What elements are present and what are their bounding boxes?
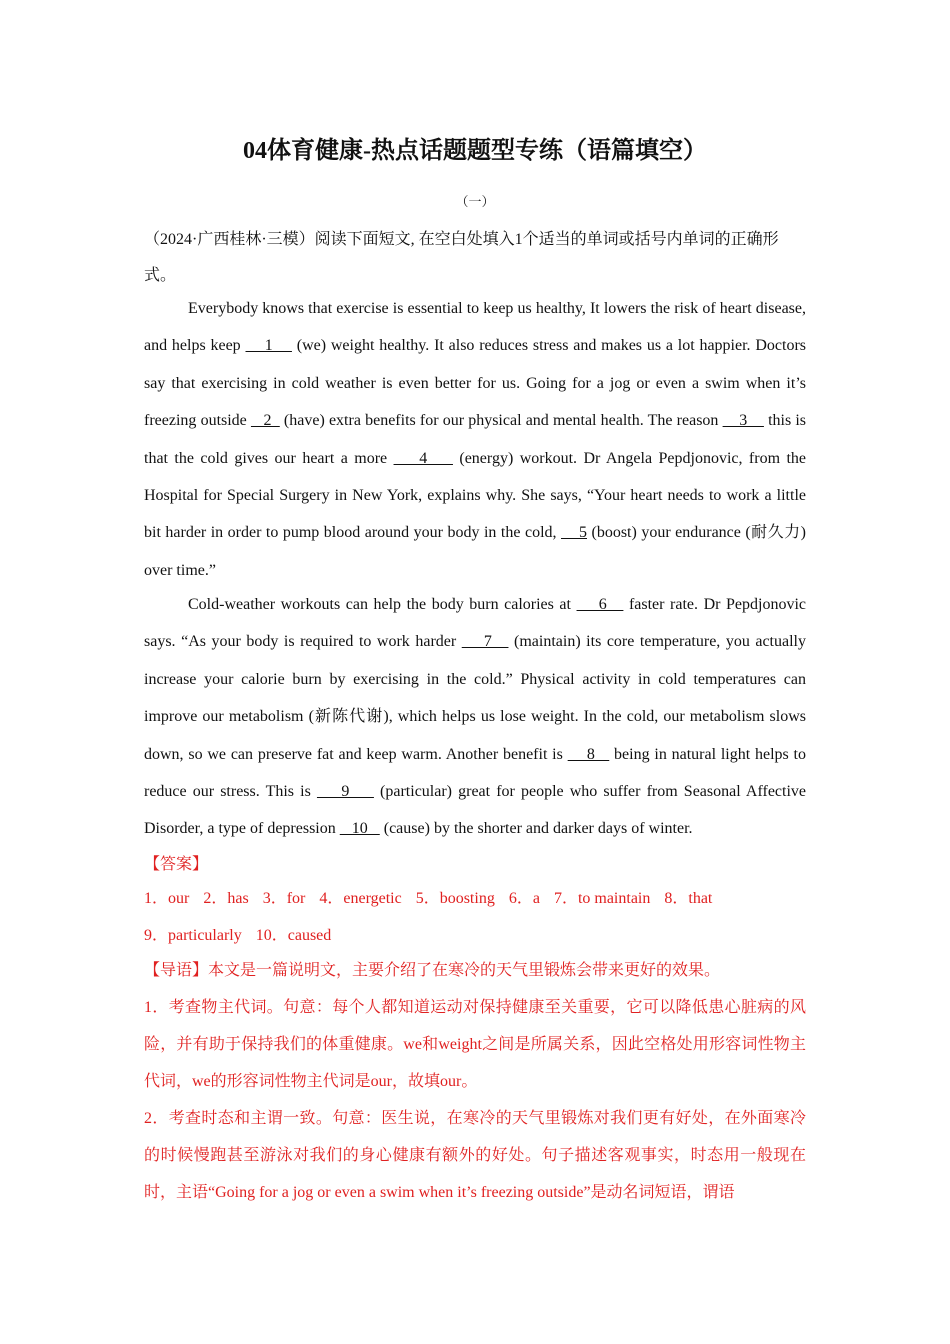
analysis-section	[144, 952, 806, 1211]
answer-item: 10．caused	[255, 927, 332, 944]
blank-2: 2	[250, 412, 280, 430]
answer-item: 1．our	[144, 890, 190, 907]
passage-text: (particular) great for people who suffer from Seasonal Affective Disorder, a type of depression	[144, 783, 807, 838]
passage-text: (energy) workout. Dr Angela Pepdjonovic, from the Hospital for Special Surgery in New York, explains why. She says, “Your heart needs to work a little bit harder in order to pump blood around your body in the cold,	[144, 449, 807, 542]
guide-text: 【导语】本文是一篇说明文，主要介绍了在寒冷的天气里锻炼会带来更好的效果。	[144, 962, 721, 979]
answer-item: 3．for	[262, 890, 306, 907]
blank-10: 10	[339, 820, 380, 838]
blank-8: 8	[567, 745, 610, 763]
passage-text: (boost) your endurance (耐久力) over time.”	[144, 524, 806, 579]
answer-item: 8．that	[664, 890, 713, 907]
blank-9: 9	[316, 783, 374, 801]
answer-item: 5．boosting	[415, 890, 495, 907]
passage-text: faster rate. Dr Pepdjonovic says. “As your body is required to work harder	[144, 596, 806, 651]
answer-label: 【答案】	[144, 856, 209, 873]
blank-7: 7	[461, 633, 509, 651]
answer-item: 6．a	[508, 890, 540, 907]
instruction-text: （2024·广西桂林·三模）阅读下面短文, 在空白处填入1个适当的单词或括号内单词的正确形式。	[144, 231, 779, 284]
answer-item: 9．particularly	[144, 927, 242, 944]
answer-list	[144, 880, 806, 954]
passage-text: this is that the cold gives our heart a more	[144, 412, 807, 467]
answer-item: 2．has	[203, 890, 249, 907]
answer-item: 4．energetic	[319, 890, 402, 907]
answer-item: 7．to maintain	[553, 890, 651, 907]
page-title: 04体育健康-热点话题题型专练（语篇填空）	[243, 138, 707, 164]
passage-text: (have) extra benefits for our physical and mental health. The reason	[279, 412, 723, 430]
passage-text: being in natural light helps to reduce our stress. This is	[144, 745, 807, 801]
passage-text: Everybody knows that exercise is essential to keep us healthy, It lowers the risk of heart disease, and helps keep	[144, 300, 806, 355]
blank-5: 5	[561, 524, 587, 542]
analysis-item-2: 2．考查时态和主谓一致。句意：医生说，在寒冷的天气里锻炼对我们更有好处，在外面寒冷的时候慢跑甚至游泳对我们的身心健康有额外的好处。句子描述客观事实，时态用一般现在时，主语“Going for a jog or even a swim when it’s freezing outside”是动名词短语，谓语	[144, 1110, 806, 1201]
passage-text: (we) weight healthy. It also reduces stress and makes us a lot happier. Doctors say that exercising in cold weather is even better for us. Going for a jog or even a swim when it’s freezing outside	[144, 337, 807, 430]
passage-text: (cause) by the shorter and darker days of winter.	[379, 820, 693, 838]
passage-paragraph-2	[144, 586, 806, 848]
passage-text: (maintain) its core temperature, you actually increase your calorie burn by exercising in the cold.” Physical activity in cold temperatures can improve our metabolism (新陈代谢), which helps us lose weight. In the cold, our metabolism slows down, so we can preserve fat and keep warm. Another benefit is	[144, 633, 806, 763]
passage-paragraph-1	[144, 290, 806, 589]
blank-6: 6	[576, 596, 624, 613]
blank-3: 3	[722, 412, 764, 430]
passage-text: Cold-weather workouts can help the body burn calories at	[188, 596, 577, 613]
section-number: （一）	[455, 194, 495, 209]
analysis-item-1: 1．考查物主代词。句意：每个人都知道运动对保持健康至关重要，它可以降低患心脏病的风险，并有助于保持我们的体重健康。we和weight之间是所属关系，因此空格处用形容词性物主代词，we的形容词性物主代词是our，故填our。	[144, 999, 806, 1090]
blank-4: 4	[393, 449, 453, 467]
blank-1: 1	[245, 337, 292, 355]
